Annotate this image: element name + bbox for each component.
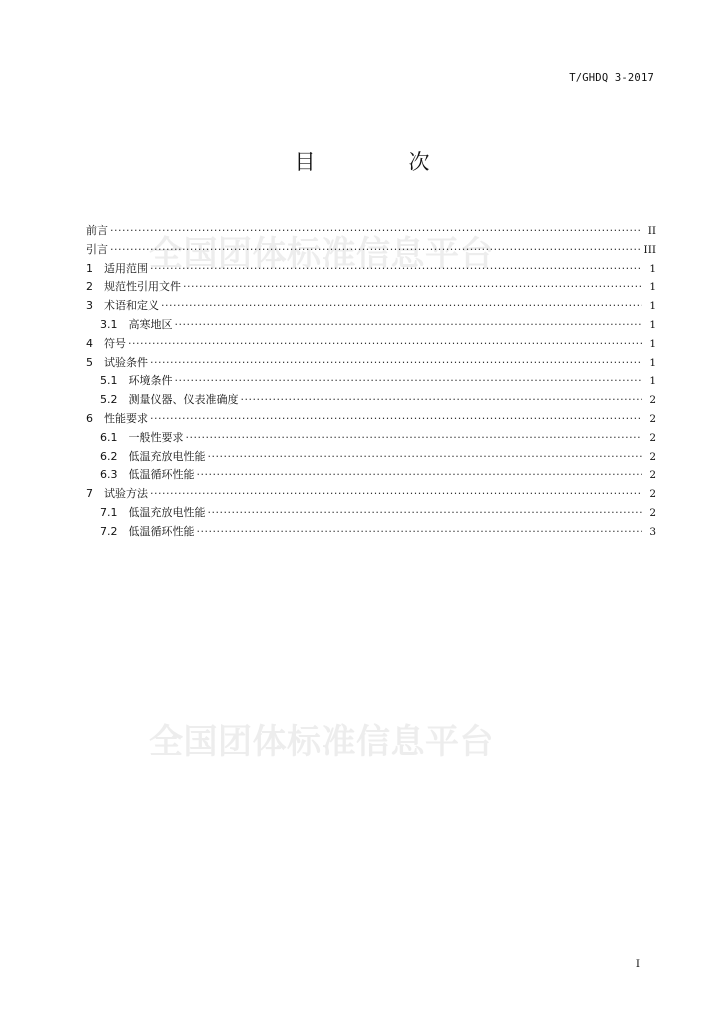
toc-entry-text: 引言 bbox=[86, 242, 108, 256]
toc-entry-text: 低温充放电性能 bbox=[128, 505, 206, 519]
toc-entry-text: 符号 bbox=[104, 336, 126, 350]
toc-entry-text: 试验方法 bbox=[104, 487, 148, 501]
toc-entry-label bbox=[86, 335, 126, 354]
toc-leader-dots bbox=[197, 523, 643, 542]
toc-entry-page: 2 bbox=[649, 450, 656, 463]
toc-entry[interactable] bbox=[86, 485, 656, 504]
toc-entry-label bbox=[86, 297, 159, 316]
toc-entry-page: 3 bbox=[649, 525, 656, 538]
toc-entry-number: 6 bbox=[86, 411, 93, 425]
toc-leader-dots bbox=[208, 448, 643, 467]
toc-entry-label bbox=[86, 410, 148, 429]
toc-entry-page: 2 bbox=[649, 431, 656, 444]
toc-entry-label bbox=[100, 504, 206, 523]
toc-entry-text: 一般性要求 bbox=[128, 430, 184, 444]
toc-entry-text: 低温循环性能 bbox=[128, 468, 195, 482]
toc-leader-dots bbox=[186, 429, 643, 448]
watermark-middle: 全国团体标准信息平台 bbox=[149, 722, 494, 762]
watermark-top: 全国团体标准信息平台 bbox=[149, 234, 494, 274]
toc-entry[interactable] bbox=[86, 523, 656, 542]
toc-entry[interactable] bbox=[86, 391, 656, 410]
toc-entry-number: 4 bbox=[86, 336, 93, 350]
toc-entry-label bbox=[86, 278, 181, 297]
toc-entry-text: 术语和定义 bbox=[104, 299, 159, 313]
toc-entry[interactable] bbox=[86, 297, 656, 316]
toc-leader-dots bbox=[161, 297, 642, 316]
toc-entry-label bbox=[100, 523, 195, 542]
toc-entry-label bbox=[100, 466, 195, 485]
toc-entry-label bbox=[86, 260, 148, 279]
toc-leader-dots bbox=[241, 391, 643, 410]
toc-entry-page: 1 bbox=[649, 300, 656, 313]
toc-entry-page: 2 bbox=[649, 506, 656, 519]
toc-entry[interactable] bbox=[86, 448, 656, 467]
toc-entry-number: 3.1 bbox=[100, 317, 118, 331]
toc-entry[interactable] bbox=[86, 410, 656, 429]
toc-entry[interactable] bbox=[86, 335, 656, 354]
toc-entry-number: 5.1 bbox=[100, 374, 118, 388]
toc-entry-label bbox=[100, 391, 239, 410]
page-number: I bbox=[635, 958, 640, 970]
toc-leader-dots bbox=[150, 410, 642, 429]
toc-entry[interactable] bbox=[86, 316, 656, 335]
toc-entry-number: 5.2 bbox=[100, 393, 118, 407]
toc-leader-dots bbox=[150, 485, 642, 504]
toc-leader-dots bbox=[175, 372, 643, 391]
toc-leader-dots bbox=[150, 354, 642, 373]
toc-entry-text: 环境条件 bbox=[128, 374, 173, 388]
toc-entry-label bbox=[100, 372, 173, 391]
toc-entry-text: 前言 bbox=[86, 224, 108, 237]
toc-entry-number: 2 bbox=[86, 280, 93, 294]
toc-entry-label bbox=[86, 354, 148, 373]
toc-entry[interactable] bbox=[86, 260, 656, 279]
table-of-contents bbox=[86, 222, 656, 542]
toc-entry-text: 低温循环性能 bbox=[128, 524, 195, 538]
toc-entry-label bbox=[100, 316, 173, 335]
toc-entry-number: 7 bbox=[86, 487, 93, 501]
toc-entry[interactable] bbox=[86, 504, 656, 523]
toc-leader-dots bbox=[110, 241, 642, 260]
toc-entry-text: 测量仪器、仪表准确度 bbox=[128, 393, 239, 407]
toc-entry-number: 1 bbox=[86, 261, 93, 275]
toc-entry-page: 2 bbox=[649, 394, 656, 407]
toc-entry-number: 6.3 bbox=[100, 468, 118, 482]
toc-leader-dots bbox=[208, 504, 643, 523]
toc-entry-page: 1 bbox=[649, 262, 656, 275]
toc-entry[interactable] bbox=[86, 278, 656, 297]
toc-leader-dots bbox=[197, 466, 643, 485]
toc-entry-text: 试验条件 bbox=[104, 355, 148, 369]
toc-entry-page: III bbox=[643, 243, 656, 256]
toc-leader-dots bbox=[128, 335, 642, 354]
toc-entry[interactable] bbox=[86, 241, 656, 260]
toc-leader-dots bbox=[110, 222, 642, 241]
toc-entry-text: 适用范围 bbox=[104, 261, 148, 275]
toc-entry-text: 规范性引用文件 bbox=[104, 280, 181, 294]
toc-entry[interactable] bbox=[86, 354, 656, 373]
page-title: 目 次 bbox=[294, 150, 466, 174]
toc-entry-page: 1 bbox=[649, 337, 656, 350]
toc-entry-page: II bbox=[647, 225, 656, 237]
toc-entry-number: 7.1 bbox=[100, 505, 118, 519]
toc-entry-page: 1 bbox=[649, 356, 656, 369]
toc-entry-text: 低温充放电性能 bbox=[128, 449, 206, 463]
toc-entry[interactable] bbox=[86, 466, 656, 485]
toc-entry-label bbox=[100, 448, 206, 467]
toc-entry-number: 6.2 bbox=[100, 449, 118, 463]
toc-entry-text: 高寒地区 bbox=[128, 317, 173, 331]
toc-entry-label bbox=[100, 429, 184, 448]
toc-entry[interactable] bbox=[86, 429, 656, 448]
toc-entry-page: 2 bbox=[649, 488, 656, 501]
toc-leader-dots bbox=[183, 278, 642, 297]
toc-entry-label bbox=[86, 222, 108, 241]
toc-entry-number: 3 bbox=[86, 299, 93, 313]
toc-leader-dots bbox=[175, 316, 643, 335]
toc-entry[interactable] bbox=[86, 372, 656, 391]
toc-entry-page: 1 bbox=[649, 318, 656, 331]
toc-leader-dots bbox=[150, 260, 642, 279]
toc-entry-number: 5 bbox=[86, 355, 93, 369]
toc-entry-page: 2 bbox=[649, 412, 656, 425]
toc-entry-page: 2 bbox=[649, 469, 656, 482]
toc-entry-label bbox=[86, 485, 148, 504]
toc-entry-page: 1 bbox=[649, 281, 656, 294]
toc-entry[interactable] bbox=[86, 222, 656, 241]
toc-entry-page: 1 bbox=[649, 375, 656, 388]
document-code: T/GHDQ 3-2017 bbox=[569, 72, 654, 84]
toc-entry-number: 7.2 bbox=[100, 524, 118, 538]
toc-entry-number: 6.1 bbox=[100, 430, 118, 444]
toc-entry-label bbox=[86, 241, 108, 260]
toc-entry-text: 性能要求 bbox=[104, 411, 148, 425]
